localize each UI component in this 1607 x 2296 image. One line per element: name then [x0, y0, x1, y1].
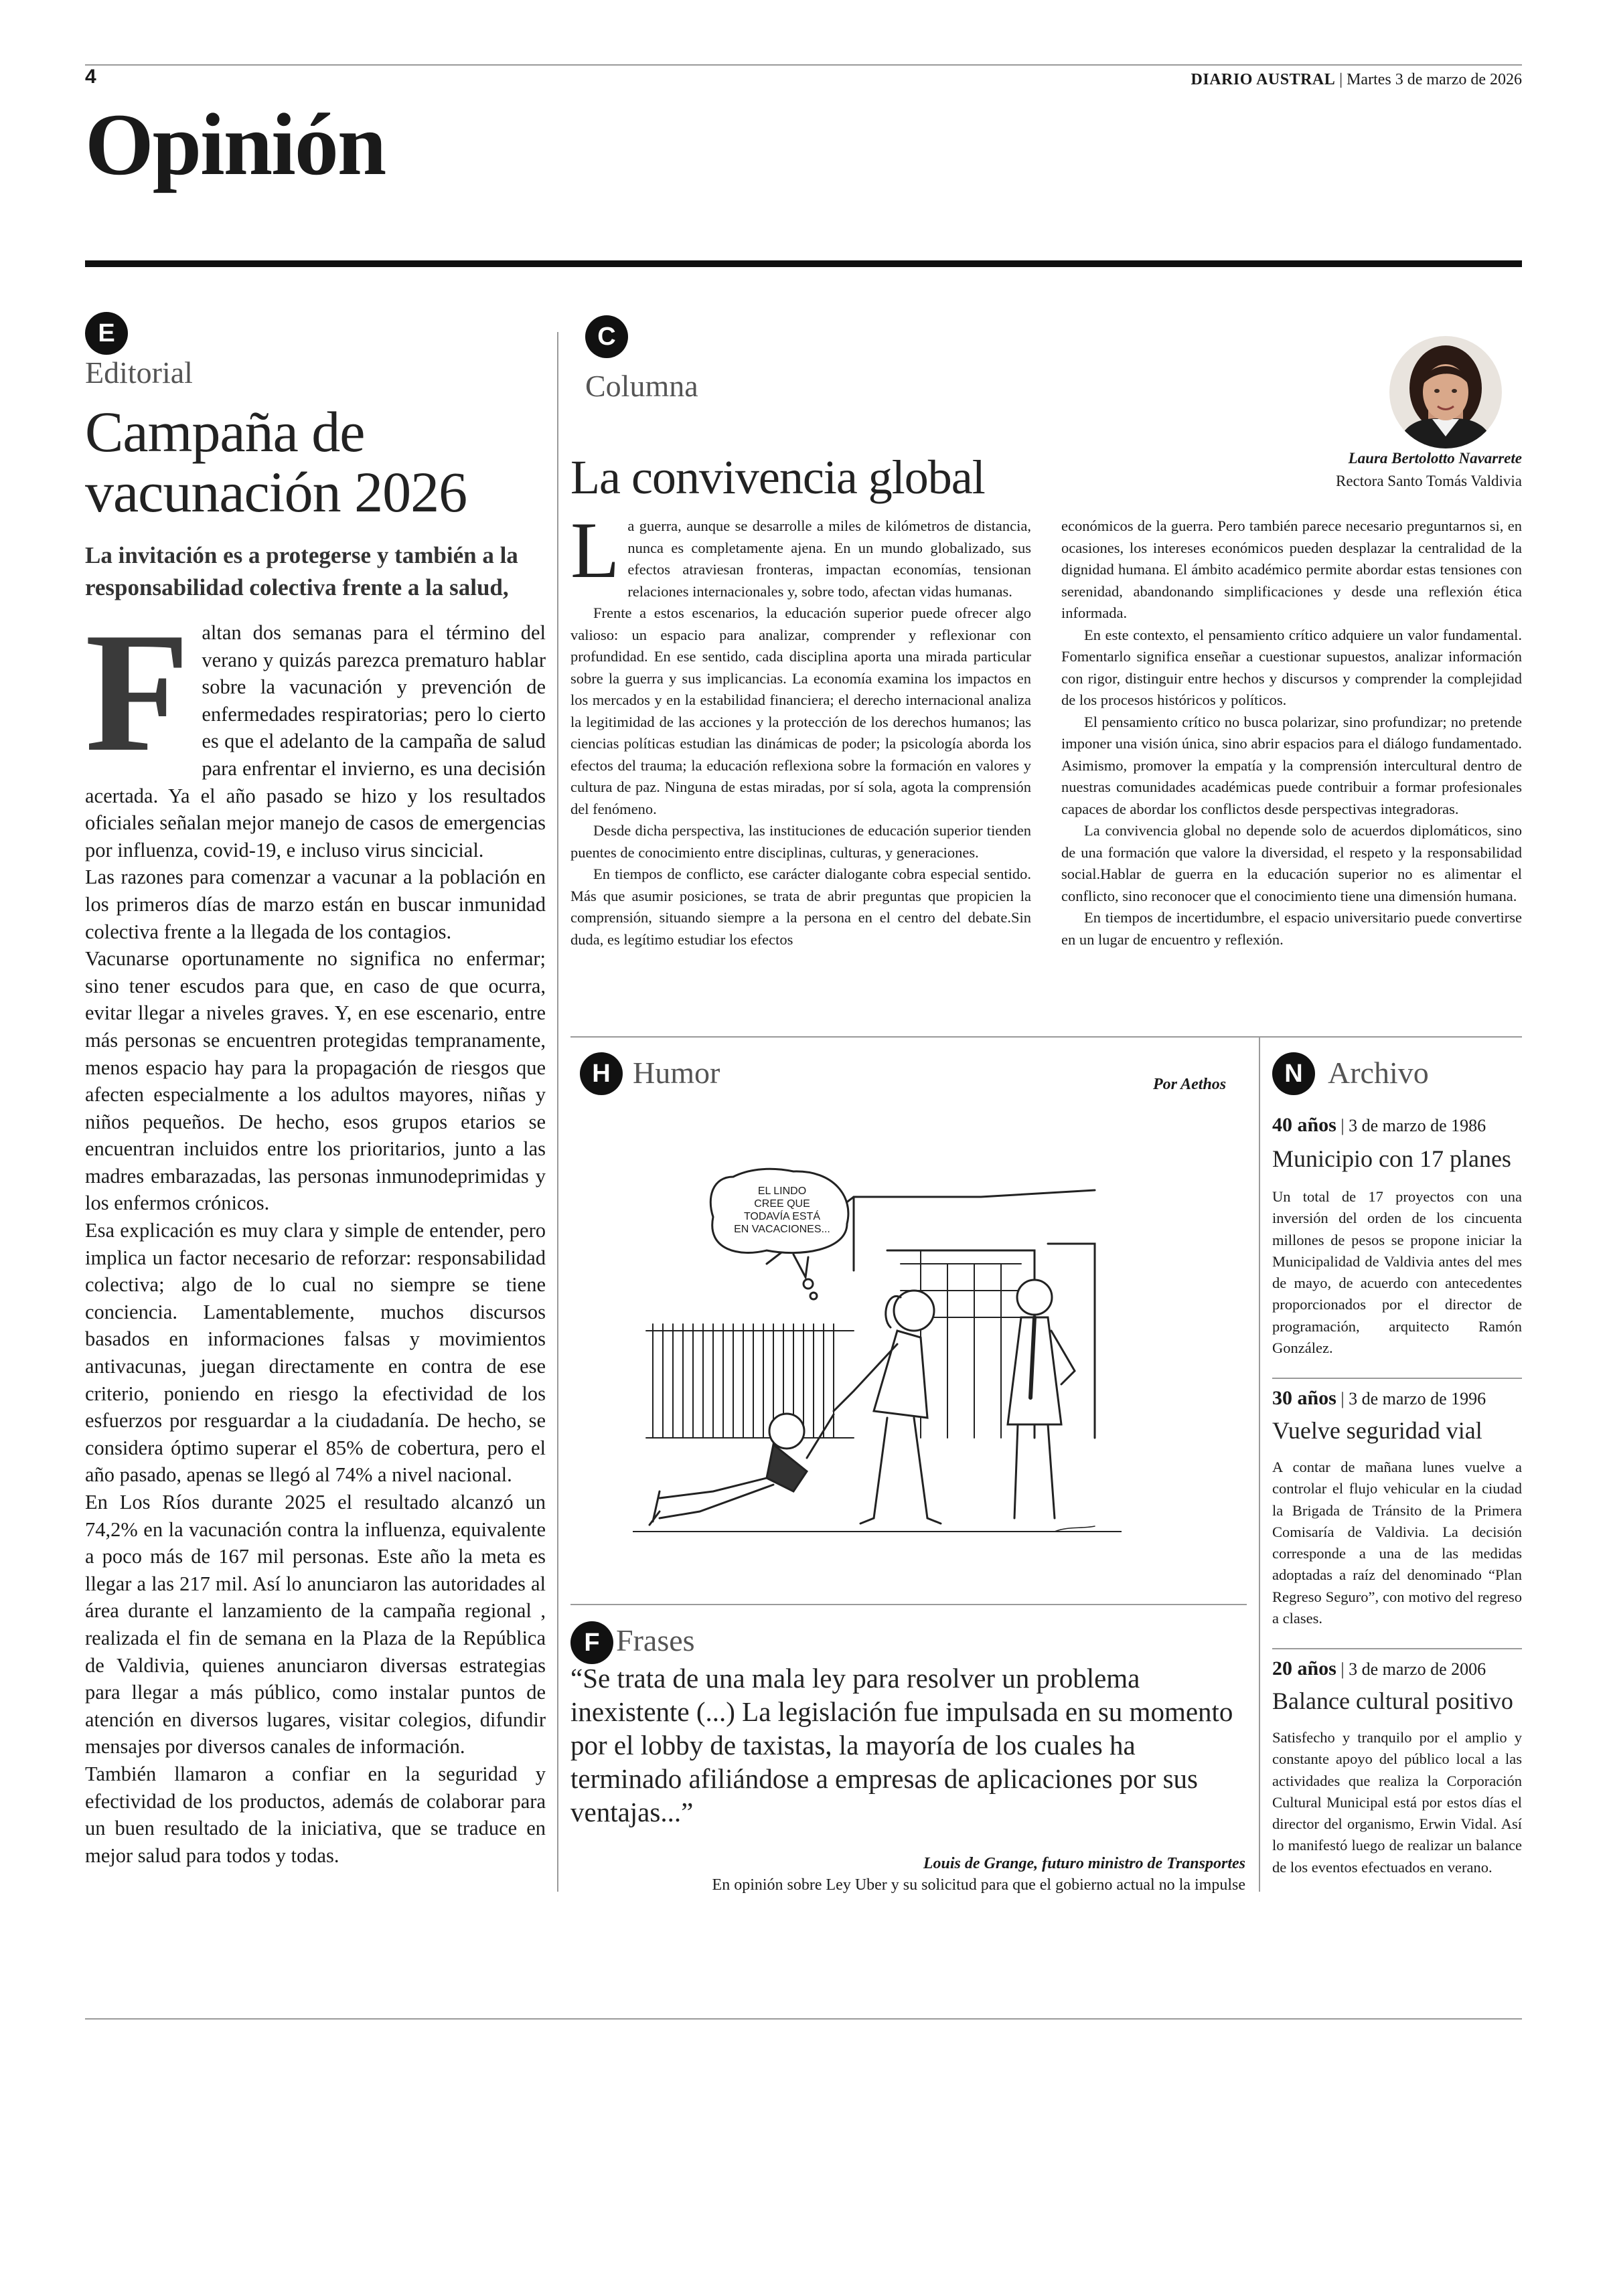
column-title: La convivencia global [570, 450, 985, 504]
column-paragraph: La guerra, aunque se desarrolle a miles de kilómetros de distancia, nunca es completamente ajena. En un mundo globalizado, sus efectos atraviesan fronteras, impactan economías, tensionan relaciones internacionales y, sobre todo, afectan vidas humanas. [570, 505, 1031, 600]
divider-column-humor [570, 1036, 1522, 1038]
column-paragraph: En tiempos de incertidumbre, el espacio universitario puede convertirse en un lugar de encuentro y reflexión. [1061, 909, 1522, 948]
frases-badge: F [570, 1621, 613, 1664]
archivo-entry-title: Balance cultural positivo [1272, 1688, 1513, 1714]
column-paragraph: Frente a estos escenarios, la educación superior puede ofrecer algo valioso: un espacio para analizar, comprender y reflexionar con profundidad. En ese sentido, cada disciplina aporta una mirada particular sobre la guerra y sus implicancias. La economía examina los impactos en los mercados y en la estabilidad financiera; el derecho internacional analiza la legitimidad de las acciones y la protección de los derechos humanos; las ciencias políticas estudian las dinámicas de poder; la psicología aborda los efectos del trauma; la educación reflexiona sobre la formación en valores y cultura de paz. Ninguna de estas miradas, por sí sola, agota la comprensión del fenómeno. [570, 604, 1031, 817]
bottom-rule [85, 2018, 1522, 2020]
archivo-badge: N [1272, 1052, 1315, 1095]
frases-context: En opinión sobre Ley Uber y su solicitud para que el gobierno actual no la impulse [712, 1876, 1245, 1894]
archivo-entry-body: Un total de 17 proyectos con una inversión del orden de los cincuenta millones de pesos se propone iniciar la Municipalidad de Valdivia antes del mes de mayo, de acuerdo con antecedentes proporcionados por el director de programación, arquitecto Ramón González. [1272, 1188, 1522, 1357]
editorial-paragraph: Esa explicación es muy clara y simple de entender, pero implica un factor necesario de reforzar: responsabilidad colectiva; algo de lo cual no siempre se tiene conciencia. Lamentablemente, muchos discursos basados en informaciones falsas y movimientos antivacunas, juegan directamente en contra de ese criterio, poniendo en riesgo la efectividad de los esfuerzos por resguardar a la ciudadanía. De hecho, se considera óptimo superar el 85% de cobertura, pero el año pasado, apenas se llegó al 74% a nivel nacional. [85, 1219, 546, 1487]
editorial-dek: La invitación es a protegerse y también a la responsabilidad colectiva frente a la salud, [85, 542, 518, 600]
page-number: 4 [85, 66, 96, 88]
editorial-paragraph: Vacunarse oportunamente no significa no enfermar; sino tener escudos para que, en caso de que ocurra, evitar llegar a niveles graves. Y, en ese escenario, entre más personas se encuentren protegidas tempranamente, menos espacio hay para la propagación de riesgos que afecten especialmente a los adultos mayores, niñas y niños pequeños. De hecho, esos grupos etarios se encuentran incluidos entre los prioritarios, junto a las madres embarazadas, las personas inmunodeprimidas y los enfermos crónicos. [85, 947, 546, 1215]
frases-kicker: Frases [616, 1623, 695, 1657]
issue-date: Martes 3 de marzo de 2026 [1347, 71, 1522, 88]
editorial-paragraph: También llamaron a confiar en la seguridad y efectividad de los productos, además de colaborar para un buen resultado de la iniciativa, que se traduce en mejor salud para todos y todas. [85, 1762, 546, 1867]
author-photo [1389, 336, 1502, 448]
masthead [1191, 71, 1522, 89]
editorial-paragraph: En Los Ríos durante 2025 el resultado alcanzó un 74,2% en la vacunación contra la influenza, equivalente a poco más de 167 mil personas. Este año la meta es llegar a las 217 mil. Así lo anunciaron las autoridades al área durante el lanzamiento de la campaña regional , realizada el fin de semana en la Plaza de la República de Valdivia, quienes anunciaron diversas estrategias para llegar a más público, como instalar puntos de atención en diversos lugares, visitar colegios, difundir mensajes por diversos canales de información. [85, 1491, 546, 1758]
editorial-paragraph: Faltan dos semanas para el término del verano y quizás parezca prematuro hablar sobre la vacunación y prevención de enfermedades respiratorias; pero lo cierto es que el adelanto de la campaña de salud para enfrentar el invierno, es una decisión acertada. Ya el año pasado se hizo y los resultados oficiales señalan mejor manejo de casos de emergencias por influenza, covid-19, e incluso virus sincicial. [85, 598, 546, 862]
humor-byline: Por Aethos [1153, 1076, 1227, 1093]
speech-line: TODAVÍA ESTÁ [743, 1211, 821, 1222]
column-paragraph: Desde dicha perspectiva, las instituciones de educación superior tienden puentes de conocimiento entre disciplinas, culturas, y generaciones. [570, 822, 1031, 861]
editorial-body [85, 598, 546, 1869]
divider-humor-frases [570, 1604, 1247, 1605]
archivo-entry-body: A contar de mañana lunes vuelve a controlar el flujo vehicular en la ciudad la Brigada de Tránsito de la Primera Comisaría de Valdivia. La decisión corresponde a una de las medidas adoptadas a raíz del denominado “Plan Regreso Seguro”, con motivo del regreso a clases. [1272, 1459, 1522, 1627]
author-role: Rectora Santo Tomás Valdivia [1336, 473, 1522, 489]
column-paragraph: económicos de la guerra. Pero también parece necesario preguntarnos si, en ocasiones, los intereses económicos pueden desplazar la centralidad de la dignidad humana. El ámbito académico permite abordar estas tensiones con serenidad, abandonando simplificaciones y desde una reflexión ética informada. [1061, 517, 1522, 621]
section-title: Opinión [85, 95, 386, 193]
divider-humor-archivo [1259, 1038, 1260, 1892]
archivo-entry-header: 30 años | 3 de marzo de 1996 [1272, 1387, 1486, 1409]
frases-author: Louis de Grange, futuro ministro de Transportes [923, 1855, 1245, 1872]
column-body-right [1061, 515, 1522, 951]
speech-line: CREE QUE [754, 1198, 810, 1210]
archivo-entry-body: Satisfecho y tranquilo por el amplio y constante apoyo del público local a las actividades que realiza la Corporación Cultural Municipal está por estos días el director del organismo, Erwin Vidal. Así lo manifestó luego de realizar un balance de los eventos efectuados en verano. [1272, 1729, 1522, 1876]
masthead-separator: | [1335, 71, 1347, 88]
column-paragraph: El pensamiento crítico no busca polarizar, sino profundizar; no pretende imponer una visión única, sino abrir espacios para el diálogo fundamentado. Asimismo, promover la empatía y la comprensión intercultural dentro de nuestras comunidades académicas puede contribuir a formar profesionales capaces de abordar los conflictos desde perspectivas integradoras. [1061, 713, 1522, 817]
editorial-title: Campaña de vacunación 2026 [85, 400, 467, 524]
speech-line: EL LINDO [757, 1185, 807, 1197]
humor-badge: H [580, 1052, 623, 1095]
archivo-entry-header: 20 años | 3 de marzo de 2006 [1272, 1657, 1486, 1679]
archivo-entry-title: Municipio con 17 planes [1272, 1145, 1511, 1172]
editorial-badge: E [85, 312, 128, 355]
speech-line: EN VACACIONES... [734, 1224, 830, 1235]
section-rule [85, 260, 1522, 267]
archivo-divider [1272, 1378, 1522, 1379]
column-paragraph: En tiempos de conflicto, ese carácter dialogante cobra especial sentido. Más que asumir posiciones, se trata de abrir preguntas que propicien la comprensión, situando siempre a la persona en el centro del debate.Sin duda, es legítimo estudiar los efectos [570, 866, 1031, 948]
column-paragraph: La convivencia global no depende solo de acuerdos diplomáticos, sino de una formación que valore la diversidad, el respeto y la responsabilidad social.Hablar de guerra en la educación superior no es alimentar el conflicto, sino reconocer que el conocimiento tiene una dimensión humana. [1061, 822, 1522, 904]
editorial-drop-cap: F [85, 598, 190, 787]
editorial-kicker: Editorial [85, 355, 193, 390]
author-name: Laura Bertolotto Navarrete [1348, 450, 1522, 467]
column-drop-cap: L [570, 505, 620, 594]
divider-editorial-column [557, 332, 558, 1892]
archivo-entry-header: 40 años | 3 de marzo de 1986 [1272, 1114, 1486, 1136]
archivo-kicker: Archivo [1328, 1056, 1429, 1090]
humor-kicker: Humor [633, 1056, 720, 1090]
top-rule [85, 64, 1522, 66]
newspaper-name: DIARIO AUSTRAL [1191, 71, 1336, 88]
column-badge: C [585, 315, 628, 358]
frases-quote: “Se trata de una mala ley para resolver un problema inexistente (...) La legislación fue impulsada en su momento por el lobby de taxistas, la mayoría de los cuales ha terminado afiliándose a empresas de aplicaciones por sus ventajas...” [570, 1663, 1233, 1827]
column-paragraph: En este contexto, el pensamiento crítico adquiere un valor fundamental. Fomentarlo significa enseñar a cuestionar supuestos, analizar información con rigor, distinguir entre hechos y discursos y comprender la complejidad de los procesos históricos y políticos. [1061, 626, 1522, 708]
archivo-entry-title: Vuelve seguridad vial [1272, 1417, 1482, 1444]
column-body-left [570, 505, 1031, 951]
editorial-paragraph: Las razones para comenzar a vacunar a la población en los primeros días de marzo están en buscar inmunidad colectiva frente a la llegada de los contagios. [85, 866, 546, 943]
cartoon-illustration [633, 1157, 1122, 1558]
column-kicker: Columna [585, 369, 698, 403]
speech-bubble [718, 1185, 846, 1236]
archivo-divider [1272, 1648, 1522, 1649]
